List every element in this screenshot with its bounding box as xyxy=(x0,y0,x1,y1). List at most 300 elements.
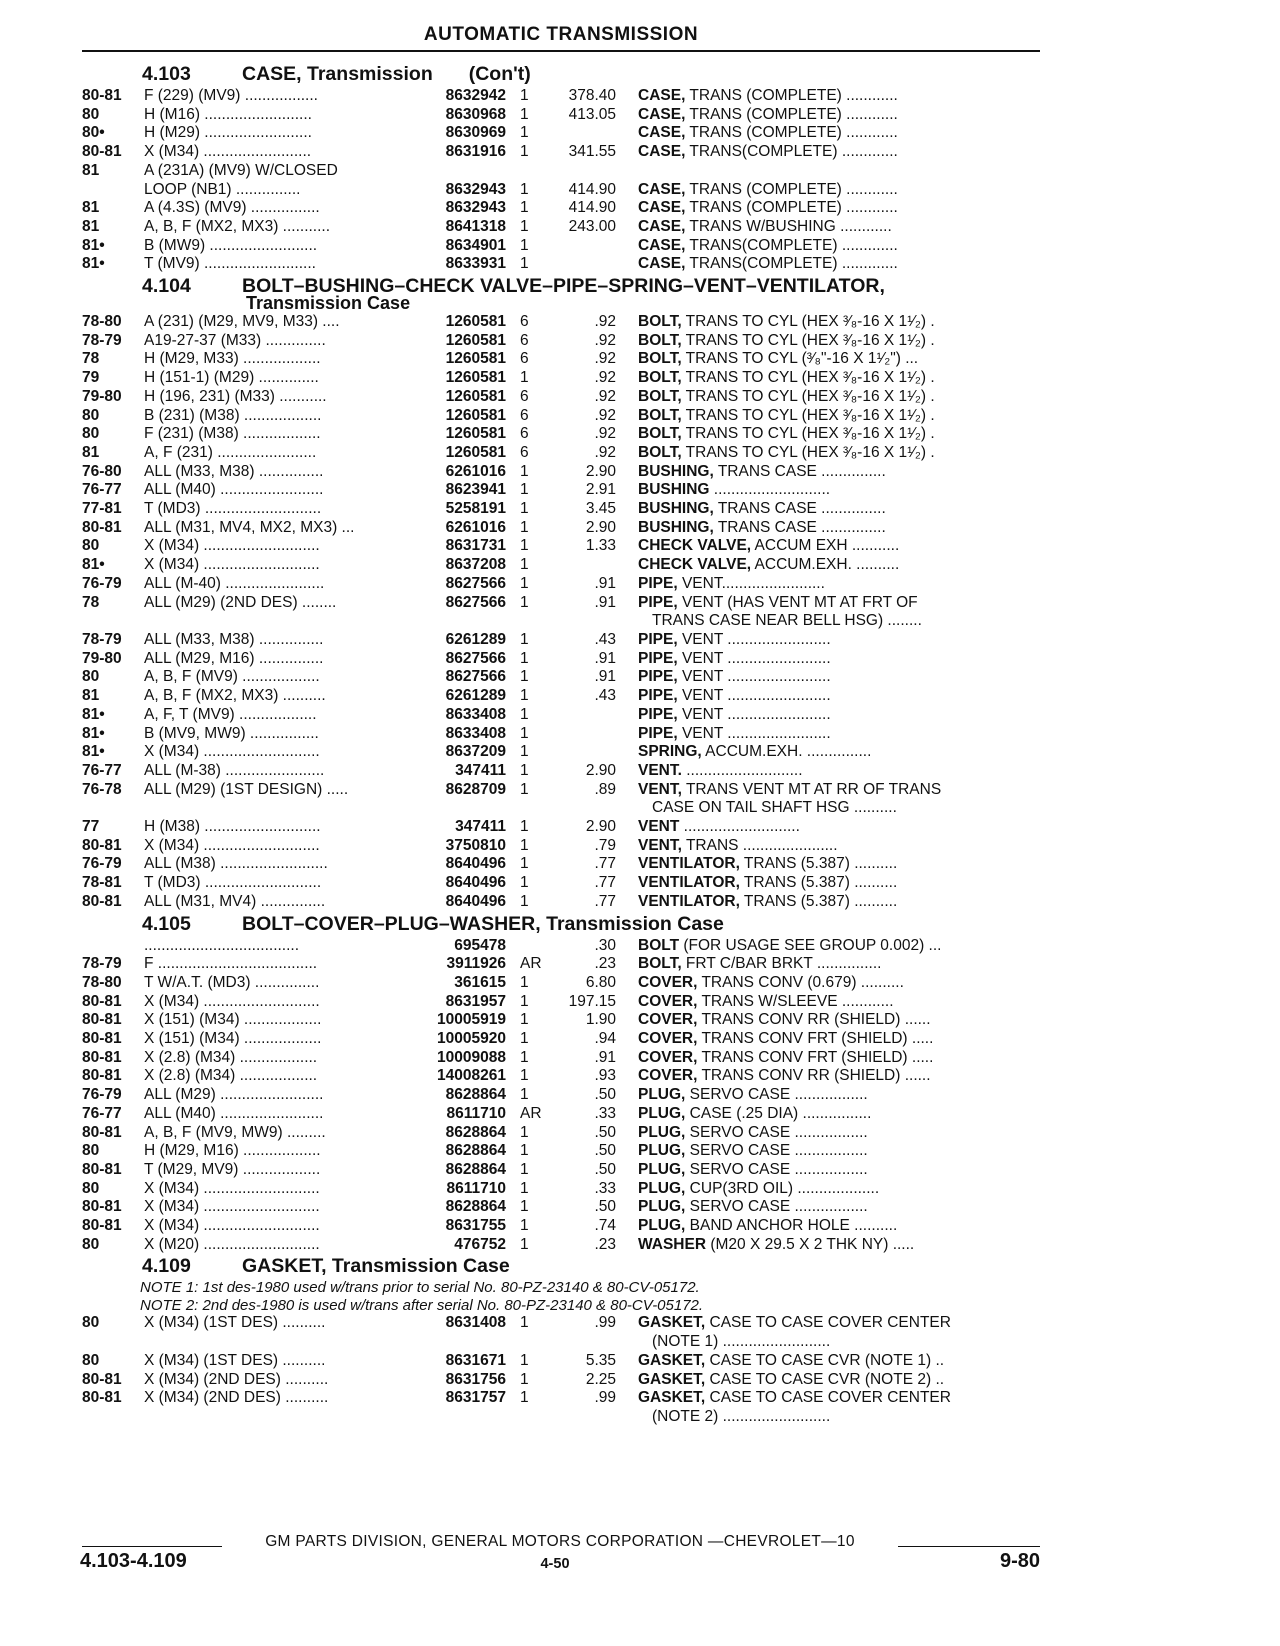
price-cell: .92 xyxy=(594,387,616,405)
description-text: TRANS CONV FRT (SHIELD) ..... xyxy=(697,1048,934,1066)
footer-rule-right xyxy=(898,1546,1040,1547)
description-cell xyxy=(616,612,1040,631)
description-keyword: BOLT, xyxy=(638,955,682,973)
quantity-cell: 1 xyxy=(520,1179,529,1197)
part-number-cell: 3750810 xyxy=(445,836,506,854)
part-number-cell: 1260581 xyxy=(445,425,506,443)
quantity-cell: 1 xyxy=(520,87,529,104)
description-text: TRANS (COMPLETE) ............ xyxy=(685,87,898,104)
description-cell xyxy=(616,388,1040,407)
part-row xyxy=(82,162,1040,181)
model-cell: A (4.3S) (MV9) ................ xyxy=(144,199,320,217)
part-number-cell: 8633408 xyxy=(445,705,506,723)
section-heading xyxy=(82,1255,1040,1277)
description-cell xyxy=(616,162,1040,181)
description-keyword: PIPE, xyxy=(638,574,678,592)
section-heading xyxy=(82,913,1040,935)
part-row xyxy=(82,519,1040,538)
part-row xyxy=(82,255,1040,274)
model-cell: X (M34) (2ND DES) .......... xyxy=(144,1370,329,1388)
quantity-cell: 1 xyxy=(520,649,529,667)
model-cell: ALL (M38) ......................... xyxy=(144,855,328,873)
quantity-cell: 1 xyxy=(520,1142,529,1160)
quantity-cell: 6 xyxy=(520,387,529,405)
price-cell: .91 xyxy=(594,1048,616,1066)
description-text: VENT ........................ xyxy=(677,687,831,705)
price-cell xyxy=(548,706,616,725)
price-cell: 2.90 xyxy=(585,761,616,779)
description-cell xyxy=(616,181,1040,200)
model-cell: X (M34) ........................... xyxy=(144,1198,320,1216)
part-number-cell: 8623941 xyxy=(445,481,506,499)
quantity-cell: 1 xyxy=(520,705,529,723)
model-cell xyxy=(144,799,408,818)
description-text: TRANS CONV RR (SHIELD) ...... xyxy=(697,1067,931,1085)
model-cell: F ..................................... xyxy=(144,955,318,973)
description-cell xyxy=(616,1105,1040,1124)
description-text: (M20 X 29.5 X 2 THK NY) ..... xyxy=(706,1235,915,1253)
quantity-cell: 1 xyxy=(520,1030,529,1048)
section-subtitle: Transmission Case xyxy=(246,293,411,314)
quantity-cell xyxy=(506,1333,548,1352)
description-cell xyxy=(616,199,1040,218)
description-text: TRANS(COMPLETE) ............. xyxy=(685,143,898,161)
description-text: SERVO CASE ................. xyxy=(685,1142,868,1160)
year-cell xyxy=(82,937,144,956)
description-keyword: VENT xyxy=(638,818,680,836)
quantity-cell: 1 xyxy=(520,668,529,686)
part-number-cell: 1260581 xyxy=(445,387,506,405)
description-text: SERVO CASE ................. xyxy=(685,1198,868,1216)
part-row xyxy=(82,369,1040,388)
part-number-cell: 1260581 xyxy=(445,331,506,349)
description-text: CASE TO CASE COVER CENTER xyxy=(705,1314,951,1332)
part-row xyxy=(82,313,1040,332)
year-cell: 80-81 xyxy=(82,1011,122,1029)
model-cell: ALL (M-40) ....................... xyxy=(144,574,325,592)
description-cell xyxy=(616,743,1040,762)
part-number-cell: 8630969 xyxy=(445,124,506,142)
description-keyword: PIPE, xyxy=(638,593,678,611)
footer-page-number: 4-50 xyxy=(540,1556,570,1572)
price-cell xyxy=(548,799,616,818)
description-cell xyxy=(616,537,1040,556)
part-row xyxy=(82,556,1040,575)
year-cell: 80 xyxy=(82,105,100,123)
model-cell: X (M34) ........................... xyxy=(144,836,320,854)
quantity-cell: 1 xyxy=(520,124,529,142)
description-keyword: WASHER xyxy=(638,1235,707,1253)
model-cell: T (M29, MV9) .................. xyxy=(144,1160,321,1178)
price-cell xyxy=(548,743,616,762)
description-cell xyxy=(616,974,1040,993)
description-text: TRANS CONV RR (SHIELD) ...... xyxy=(697,1011,931,1029)
description-keyword: BOLT, xyxy=(638,350,682,368)
price-cell: .77 xyxy=(594,855,616,873)
price-cell: .30 xyxy=(594,936,616,954)
description-cell xyxy=(616,1142,1040,1161)
price-cell: 243.00 xyxy=(568,217,616,235)
description-cell xyxy=(616,799,1040,818)
price-cell: .92 xyxy=(594,331,616,349)
model-cell: ALL (M33, M38) ............... xyxy=(144,630,324,648)
quantity-cell: 1 xyxy=(520,1217,529,1235)
model-cell: T (MD3) ........................... xyxy=(144,500,322,518)
price-cell: 2.90 xyxy=(585,518,616,536)
part-row xyxy=(82,425,1040,444)
description-keyword: BOLT xyxy=(638,936,680,954)
price-cell: 414.90 xyxy=(568,180,616,198)
year-cell: 78-79 xyxy=(82,331,122,349)
model-cell: H (M16) ......................... xyxy=(144,105,312,123)
model-cell: X (M34) ........................... xyxy=(144,992,320,1010)
price-cell: 1.33 xyxy=(585,537,616,555)
price-cell: .91 xyxy=(594,593,616,611)
description-keyword: COVER, xyxy=(638,973,698,991)
model-cell xyxy=(144,1333,408,1352)
description-cell xyxy=(616,855,1040,874)
price-cell: .92 xyxy=(594,425,616,443)
description-keyword: PLUG, xyxy=(638,1123,686,1141)
price-cell: .43 xyxy=(594,630,616,648)
description-text: TRANS CONV FRT (SHIELD) ..... xyxy=(697,1030,934,1048)
section-title-text: CASE, Transmission xyxy=(242,63,433,85)
model-cell: H (151-1) (M29) .............. xyxy=(144,369,319,387)
description-keyword: CHECK VALVE, xyxy=(638,556,752,574)
price-cell: .77 xyxy=(594,892,616,910)
description-keyword: GASKET, xyxy=(638,1351,706,1369)
year-cell: 77 xyxy=(82,818,100,836)
price-cell: .92 xyxy=(594,369,616,387)
description-cell xyxy=(616,1067,1040,1086)
part-row xyxy=(82,237,1040,256)
price-cell: .91 xyxy=(594,668,616,686)
description-text: TRANS TO CYL (HEX ³⁄₈-16 X 1¹⁄₂) . xyxy=(681,387,935,405)
description-cell xyxy=(616,1049,1040,1068)
part-number-cell: 8637208 xyxy=(445,556,506,574)
part-number-cell: 8628864 xyxy=(445,1160,506,1178)
description-keyword: GASKET, xyxy=(638,1314,706,1332)
page-title: AUTOMATIC TRANSMISSION xyxy=(423,24,699,45)
part-number-cell: 8633408 xyxy=(445,724,506,742)
description-text: TRANS TO CYL (HEX ³⁄₈-16 X 1¹⁄₂) . xyxy=(681,443,935,461)
quantity-cell xyxy=(506,612,548,631)
year-cell: 80-81 xyxy=(82,87,122,104)
description-text: VENT ........................ xyxy=(677,630,831,648)
price-cell: .92 xyxy=(594,406,616,424)
section-note: NOTE 2: 2nd des-1980 is used w/trans after serial No. 80-PZ-23140 & 80-CV-05172. xyxy=(140,1296,704,1314)
description-text: TRANS CASE ............... xyxy=(713,500,886,518)
year-cell: 76-77 xyxy=(82,761,122,779)
description-text: TRANS (COMPLETE) ............ xyxy=(685,199,898,217)
model-cell: X (M34) ........................... xyxy=(144,537,320,555)
year-cell: 80-81 xyxy=(82,1123,122,1141)
model-cell: B (MW9) ......................... xyxy=(144,236,318,254)
description-text: CASE (.25 DIA) ................ xyxy=(685,1104,872,1122)
model-cell: H (M29) ......................... xyxy=(144,124,312,142)
price-cell: 2.91 xyxy=(585,481,616,499)
model-cell: X (M34) (2ND DES) .......... xyxy=(144,1389,329,1407)
part-number-cell: 8628864 xyxy=(445,1123,506,1141)
description-cell xyxy=(616,1371,1040,1390)
price-cell: 414.90 xyxy=(568,199,616,217)
quantity-cell: 6 xyxy=(520,425,529,443)
description-keyword: GASKET, xyxy=(638,1370,706,1388)
part-row xyxy=(82,350,1040,369)
year-cell: 78 xyxy=(82,593,100,611)
year-cell: 76-79 xyxy=(82,855,122,873)
footer-corporation: GM PARTS DIVISION, GENERAL MOTORS CORPORATION —CHEVROLET—10 xyxy=(265,1533,855,1550)
part-row xyxy=(82,874,1040,893)
description-cell xyxy=(616,106,1040,125)
description-cell xyxy=(616,444,1040,463)
part-row xyxy=(82,893,1040,912)
year-cell: 78-80 xyxy=(82,313,122,331)
price-cell: .91 xyxy=(594,574,616,592)
description-keyword: VENT, xyxy=(638,780,682,798)
description-text: TRANS (5.387) .......... xyxy=(739,855,898,873)
part-number-cell: 1260581 xyxy=(445,406,506,424)
part-number-cell: 6261289 xyxy=(445,687,506,705)
description-cell xyxy=(616,500,1040,519)
description-keyword: CASE, xyxy=(638,105,686,123)
part-row xyxy=(82,1352,1040,1371)
quantity-cell: 1 xyxy=(520,500,529,518)
description-cell xyxy=(616,668,1040,687)
price-cell: .50 xyxy=(594,1198,616,1216)
description-keyword: BOLT, xyxy=(638,425,682,443)
year-cell: 80-81 xyxy=(82,1198,122,1216)
section-title xyxy=(242,1255,1040,1277)
model-cell: H (M38) ........................... xyxy=(144,818,321,836)
description-keyword: COVER, xyxy=(638,992,698,1010)
description-keyword: PLUG, xyxy=(638,1198,686,1216)
price-cell: .93 xyxy=(594,1067,616,1085)
quantity-cell: 1 xyxy=(520,556,529,574)
part-row xyxy=(82,575,1040,594)
year-cell: 78-79 xyxy=(82,955,122,973)
part-row xyxy=(82,1180,1040,1199)
section-title-rest: Transmission Case xyxy=(540,912,724,935)
part-row xyxy=(82,463,1040,482)
description-keyword: BOLT, xyxy=(638,313,682,331)
part-number-cell: 8631671 xyxy=(445,1351,506,1369)
description-text: ........................... xyxy=(709,481,831,499)
description-text: SERVO CASE ................. xyxy=(685,1123,868,1141)
quantity-cell: 1 xyxy=(520,537,529,555)
part-row xyxy=(82,500,1040,519)
price-cell: 2.90 xyxy=(585,462,616,480)
description-text: SERVO CASE ................. xyxy=(685,1086,868,1104)
title-rule xyxy=(82,50,1040,52)
description-keyword: BOLT, xyxy=(638,369,682,387)
description-text: TRANS W/SLEEVE ............ xyxy=(697,992,894,1010)
model-cell: X (M20) ........................... xyxy=(144,1235,320,1253)
price-cell: .50 xyxy=(594,1086,616,1104)
description-cell xyxy=(616,594,1040,613)
description-text: TRANS CONV (0.679) .......... xyxy=(697,973,904,991)
model-cell: A19-27-37 (M33) .............. xyxy=(144,331,326,349)
year-cell: 80 xyxy=(82,1235,100,1253)
description-keyword: BOLT, xyxy=(638,331,682,349)
model-cell: ALL (M-38) ....................... xyxy=(144,761,325,779)
year-cell: 81 xyxy=(82,199,100,217)
model-cell: X (M34) ........................... xyxy=(144,743,320,761)
year-cell: 81• xyxy=(82,705,105,723)
year-cell: 80-81 xyxy=(82,1370,122,1388)
quantity-cell: 6 xyxy=(520,331,529,349)
description-keyword: BUSHING, xyxy=(638,518,714,536)
part-row xyxy=(82,1124,1040,1143)
description-keyword: PLUG, xyxy=(638,1142,686,1160)
price-cell xyxy=(548,1408,616,1427)
part-number-cell: 6261289 xyxy=(445,630,506,648)
part-number-cell xyxy=(408,1408,506,1427)
model-cell: T (MV9) .......................... xyxy=(144,255,316,273)
quantity-cell: 1 xyxy=(520,593,529,611)
description-text: CUP(3RD OIL) ................... xyxy=(685,1179,880,1197)
part-number-cell: 8628709 xyxy=(445,780,506,798)
quantity-cell: 1 xyxy=(520,1048,529,1066)
part-row xyxy=(82,537,1040,556)
part-number-cell: 10005919 xyxy=(437,1011,506,1029)
quantity-cell: 1 xyxy=(520,892,529,910)
description-cell xyxy=(616,1314,1040,1333)
model-cell: A, B, F (MV9) .................. xyxy=(144,668,320,686)
year-cell: 80• xyxy=(82,124,105,142)
description-text: CASE TO CASE CVR (NOTE 1) .. xyxy=(705,1351,945,1369)
price-cell: .43 xyxy=(594,687,616,705)
description-cell xyxy=(616,955,1040,974)
description-keyword: CASE, xyxy=(638,143,686,161)
description-text: TRANS TO CYL (HEX ³⁄₈-16 X 1¹⁄₂) . xyxy=(681,406,935,424)
part-number-cell: 8640496 xyxy=(445,892,506,910)
part-number-cell: 8627566 xyxy=(445,574,506,592)
price-cell: .50 xyxy=(594,1142,616,1160)
quantity-cell: 1 xyxy=(520,743,529,761)
part-row xyxy=(82,781,1040,800)
part-number-cell: 8627566 xyxy=(445,593,506,611)
description-keyword: CASE, xyxy=(638,199,686,217)
year-cell: 81 xyxy=(82,161,100,179)
year-cell: 81• xyxy=(82,556,105,574)
parts-content xyxy=(82,62,1040,1427)
part-number-cell: 10005920 xyxy=(437,1030,506,1048)
year-cell xyxy=(82,612,144,631)
section-number: 4.103 xyxy=(142,63,191,85)
description-cell xyxy=(616,350,1040,369)
description-keyword: GASKET, xyxy=(638,1389,706,1407)
part-number-cell: 8627566 xyxy=(445,649,506,667)
year-cell: 80-81 xyxy=(82,143,122,161)
description-keyword: VENTILATOR, xyxy=(638,892,740,910)
quantity-cell: 1 xyxy=(520,780,529,798)
description-keyword: BOLT, xyxy=(638,443,682,461)
year-cell: 80 xyxy=(82,1179,100,1197)
part-number-cell xyxy=(408,799,506,818)
description-cell xyxy=(616,425,1040,444)
part-row xyxy=(82,1142,1040,1161)
part-number-cell: 6261016 xyxy=(445,518,506,536)
model-cell: ALL (M33, M38) ............... xyxy=(144,462,324,480)
price-cell: .23 xyxy=(594,1235,616,1253)
year-cell: 76-79 xyxy=(82,574,122,592)
part-number-cell: 14008261 xyxy=(437,1067,506,1085)
quantity-cell: 1 xyxy=(520,1389,529,1407)
year-cell xyxy=(82,1408,144,1427)
year-cell: 76-77 xyxy=(82,1104,122,1122)
quantity-cell: 1 xyxy=(520,855,529,873)
part-row xyxy=(82,837,1040,856)
model-cell: A, F (231) ....................... xyxy=(144,443,317,461)
part-row xyxy=(82,1198,1040,1217)
description-cell xyxy=(616,1198,1040,1217)
section-number: 4.109 xyxy=(142,1255,191,1278)
part-number-cell: 8627566 xyxy=(445,668,506,686)
year-cell: 77-81 xyxy=(82,500,122,518)
part-row xyxy=(82,612,1040,631)
price-cell xyxy=(548,1333,616,1352)
year-cell: 80-81 xyxy=(82,518,122,536)
part-number-cell: 8632943 xyxy=(445,180,506,198)
quantity-cell: 1 xyxy=(520,1314,529,1332)
part-row xyxy=(82,218,1040,237)
model-cell: ALL (M29) (1ST DESIGN) ..... xyxy=(144,780,349,798)
description-keyword: CASE, xyxy=(638,255,686,273)
price-cell: 378.40 xyxy=(568,87,616,104)
description-keyword: COVER, xyxy=(638,1030,698,1048)
price-cell: .77 xyxy=(594,874,616,892)
description-keyword: BOLT, xyxy=(638,406,682,424)
description-keyword: CHECK VALVE, xyxy=(638,537,752,555)
year-cell: 80 xyxy=(82,1351,100,1369)
part-number-cell: 8631408 xyxy=(445,1314,506,1332)
price-cell xyxy=(548,556,616,575)
year-cell: 76-77 xyxy=(82,481,122,499)
description-cell xyxy=(616,631,1040,650)
part-number-cell xyxy=(408,1333,506,1352)
part-row xyxy=(82,668,1040,687)
part-number-cell: 8631755 xyxy=(445,1217,506,1235)
year-cell: 78-81 xyxy=(82,874,122,892)
section-heading xyxy=(82,275,1040,297)
part-row xyxy=(82,1030,1040,1049)
description-text: TRANS (COMPLETE) ............ xyxy=(685,180,898,198)
description-text: ACCUM.EXH. .......... xyxy=(751,556,900,574)
description-cell xyxy=(616,893,1040,912)
part-number-cell: 6261016 xyxy=(445,462,506,480)
model-cell: B (231) (M38) .................. xyxy=(144,406,322,424)
description-cell xyxy=(616,575,1040,594)
part-row xyxy=(82,1371,1040,1390)
section-title-text: GASKET, Transmission Case xyxy=(242,1255,510,1278)
footer-section-range: 4.103-4.109 xyxy=(80,1550,187,1572)
description-cell xyxy=(616,313,1040,332)
part-row xyxy=(82,1408,1040,1427)
year-cell xyxy=(82,799,144,818)
quantity-cell: AR xyxy=(520,955,542,973)
description-cell xyxy=(616,1180,1040,1199)
model-cell: H (M29, M33) .................. xyxy=(144,350,321,368)
model-cell: T W/A.T. (MD3) ............... xyxy=(144,973,320,991)
description-text: FRT C/BAR BRKT ............... xyxy=(681,955,882,973)
description-cell xyxy=(616,1011,1040,1030)
description-text: TRANS W/BUSHING ............ xyxy=(685,217,892,235)
part-row xyxy=(82,1217,1040,1236)
quantity-cell: 1 xyxy=(520,1351,529,1369)
part-number-cell: 8611710 xyxy=(446,1179,506,1197)
price-cell: 197.15 xyxy=(568,992,616,1010)
